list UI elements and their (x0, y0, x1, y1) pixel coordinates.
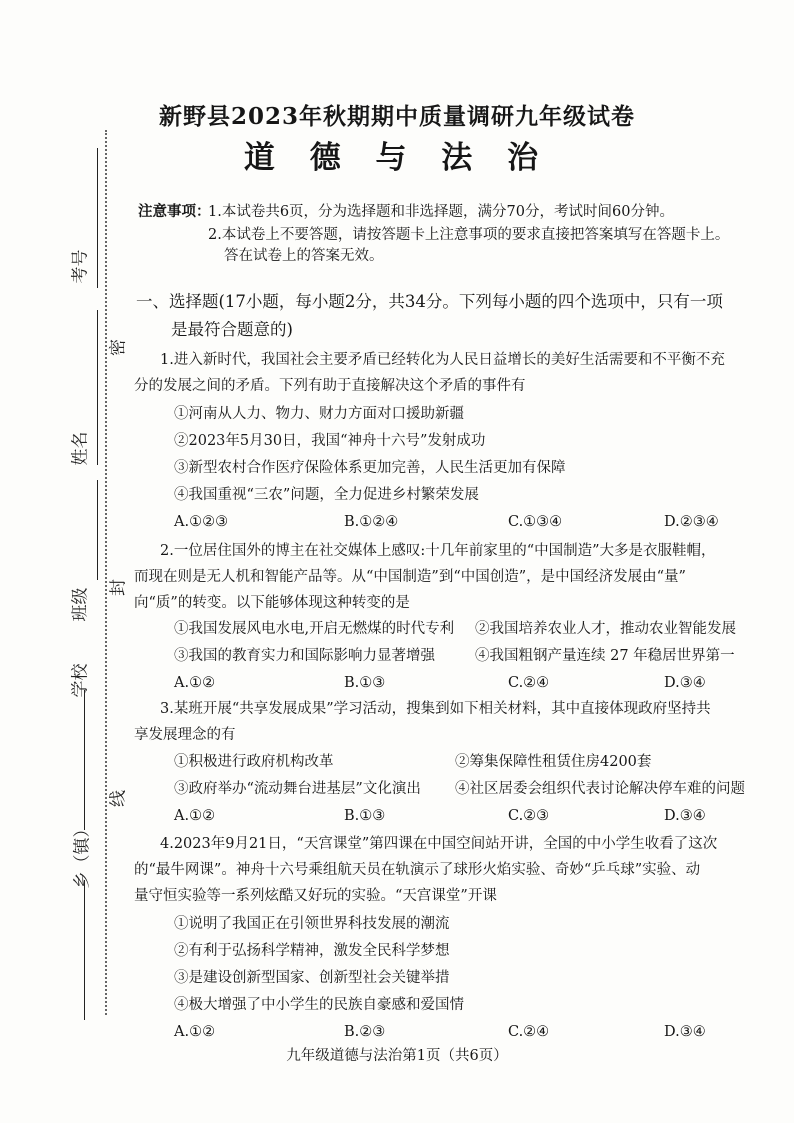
seal-dotted-line (105, 130, 107, 1015)
q1-statement-4: ④我国重视“三农”问题，全力促进乡村繁荣发展 (174, 487, 479, 503)
q4-choice-d: D.③④ (664, 1024, 706, 1040)
q4-statement-2: ②有利于弘扬科学精神，激发全民科学梦想 (174, 943, 450, 959)
q3-statement-4: ④社区居委会组织代表讨论解决停车难的问题 (455, 781, 745, 797)
school-label: 学校 (70, 663, 91, 698)
q2-statement-4: ④我国粗钢产量连续 27 年稳居世界第一 (475, 648, 735, 664)
q3-statement-1: ①积极进行政府机构改革 (174, 754, 334, 770)
q4-choice-b: B.②③ (344, 1024, 386, 1040)
q1-choice-b: B.①②④ (344, 514, 399, 530)
notes-label: 注意事项： (138, 203, 211, 220)
section-heading: 一、选择题(17小题，每小题2分，共34分。下列每小题的四个选项中，只有一项 (136, 292, 723, 311)
name-line (97, 310, 98, 465)
q3-statement-2: ②筹集保障性租赁住房4200套 (455, 754, 652, 770)
name-label: 姓名 (70, 431, 91, 466)
page-footer: 九年级道德与法治第1页（共6页） (286, 1048, 508, 1064)
q4-choice-a: A.①② (174, 1024, 216, 1040)
q2-choice-a: A.①② (174, 675, 216, 691)
q3-choice-b: B.①③ (344, 808, 386, 824)
q2-stem-line-1: 2.一位居住国外的博主在社交媒体上感叹:十几年前家里的“中国制造”大多是衣服鞋帽， (160, 543, 716, 559)
q1-statement-3: ③新型农村合作医疗保险体系更加完善，人民生活更加有保障 (174, 460, 566, 476)
q3-choice-a: A.①② (174, 808, 216, 824)
q1-choice-c: C.①③④ (508, 514, 563, 530)
exam-title: 新野县2023年秋期期中质量调研九年级试卷 (158, 103, 635, 130)
notes-item-1: 1.本试卷共6页，分为选择题和非选择题，满分70分，考试时间60分钟。 (208, 204, 674, 220)
q1-statement-2: ②2023年5月30日，我国“神舟十六号”发射成功 (174, 433, 486, 449)
q4-statement-3: ③是建设创新型国家、创新型社会关键举措 (174, 970, 450, 986)
q1-stem-line-2: 分的发展之间的矛盾。下列有助于直接解决这个矛盾的事件有 (134, 378, 526, 394)
school-line (84, 690, 85, 830)
q2-choice-b: B.①③ (344, 675, 386, 691)
q1-choice-a: A.①②③ (174, 514, 229, 530)
exam-number-label: 考号 (70, 249, 91, 284)
q1-choice-d: D.②③④ (664, 514, 719, 530)
section-heading-cont: 是最符合题意的) (171, 320, 293, 339)
subject-title: 道 德 与 法 治 (243, 140, 551, 176)
q2-statement-2: ②我国培养农业人才，推动农业智能发展 (475, 621, 736, 637)
q2-statement-3: ③我国的教育实力和国际影响力显著增强 (174, 648, 435, 664)
q3-choice-c: C.②③ (508, 808, 550, 824)
q4-choice-c: C.②④ (508, 1024, 550, 1040)
q1-statement-1: ①河南从人力、物力、财力方面对口援助新疆 (174, 406, 464, 422)
q4-stem-line-1: 4.2023年9月21日，“天宫课堂”第四课在中国空间站开讲，全国的中小学生收看了这次 (160, 836, 718, 852)
q3-stem-line-1: 3.某班开展“共享发展成果”学习活动，搜集到如下相关材料，其中直接体现政府坚持共 (160, 701, 711, 717)
q2-choice-d: D.③④ (664, 675, 706, 691)
q2-choice-c: C.②④ (508, 675, 550, 691)
township-line (84, 880, 85, 1020)
seal-char-mi: 密 (108, 339, 129, 356)
q3-statement-3: ③政府举办“流动舞台进基层”文化演出 (174, 781, 421, 797)
q1-stem-line-1: 1.进入新时代，我国社会主要矛盾已经转化为人民日益增长的美好生活需要和不平衡不充 (160, 352, 725, 368)
township-label: 乡（镇） (72, 820, 93, 889)
notes-item-2a: 2.本试卷上不要答题，请按答题卡上注意事项的要求直接把答案填写在答题卡上。 (208, 227, 730, 243)
q4-statement-1: ①说明了我国正在引领世界科技发展的潮流 (174, 916, 450, 932)
seal-char-feng: 封 (108, 579, 129, 596)
q4-stem-line-3: 量守恒实验等一系列炫酷又好玩的实验。“天宫课堂”开课 (134, 888, 497, 904)
class-label: 班级 (70, 587, 91, 622)
q4-stem-line-2: 的“最牛网课”。神舟十六号乘组航天员在轨演示了球形火焰实验、奇妙“乒乓球”实验、动 (134, 862, 701, 878)
q2-stem-line-3: 向“质”的转变。以下能够体现这种转变的是 (134, 595, 410, 611)
q2-statement-1: ①我国发展风电水电,开启无燃煤的时代专利 (174, 621, 455, 637)
q3-choice-d: D.③④ (664, 808, 706, 824)
q3-stem-line-2: 享发展理念的有 (134, 727, 236, 743)
q4-statement-4: ④极大增强了中小学生的民族自豪感和爱国情 (174, 997, 464, 1013)
q2-stem-line-2: 而现在则是无人机和智能产品等。从“中国制造”到“中国创造”，是中国经济发展由“量” (134, 569, 686, 585)
seal-char-xian: 线 (108, 790, 129, 807)
notes-item-2b: 答在试卷上的答案无效。 (224, 248, 384, 264)
class-line (97, 480, 98, 580)
